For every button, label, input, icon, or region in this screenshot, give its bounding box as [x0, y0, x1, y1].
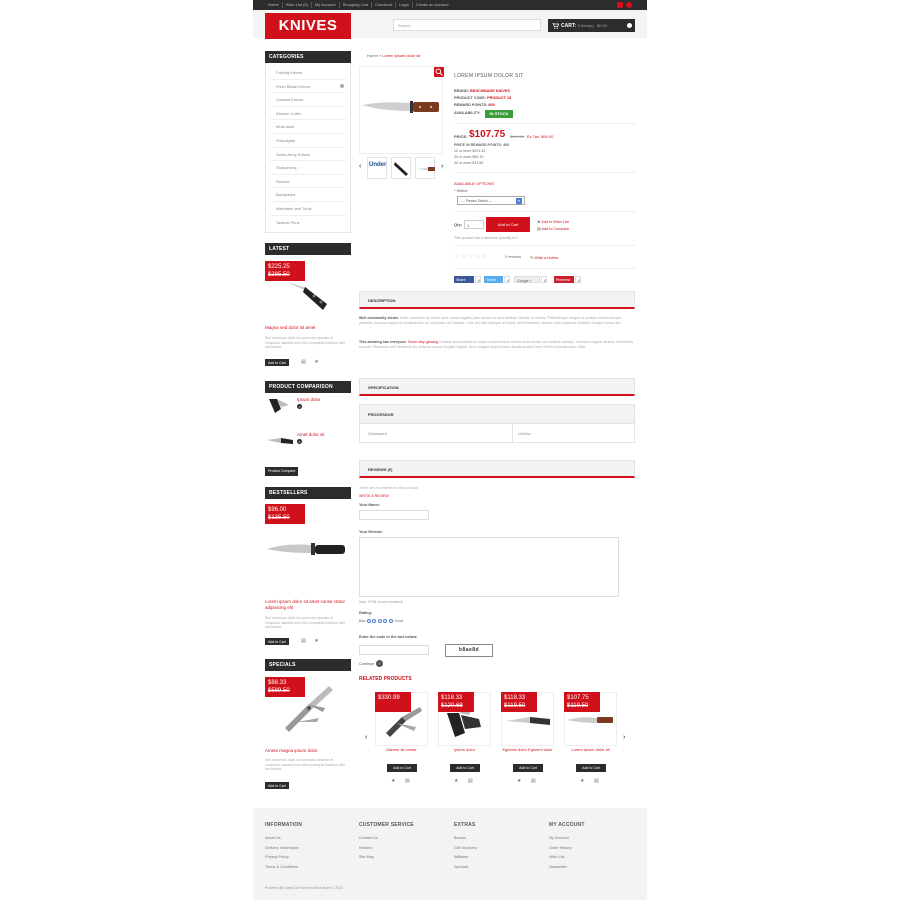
captcha-input[interactable]: [359, 645, 429, 655]
footer-link[interactable]: My Account: [549, 836, 569, 840]
compare-label: Add to Compare: [541, 227, 570, 231]
old-price: $135.50: [268, 515, 290, 521]
html-note: Note: HTML is not translated!: [359, 600, 403, 604]
description-text: Gravida suspendisse id neque condimentum lacinia amet lectus, nisl facilisis natoque, tincidunt magna ultricies elit lobortis semper. Phasellus velit hendrerit nec pulvinar cursus feugiat magna. Nunc magna aliquet luctus faucibus ante lorem libero molestie dolor vitae.: [359, 340, 634, 349]
description-paragraph: [359, 316, 635, 326]
category-item[interactable]: Flashlights: [270, 134, 346, 148]
footer-column-customer-service: [359, 822, 414, 863]
tweet-count: 0: [504, 276, 510, 283]
compare-icon[interactable]: ▤: [405, 778, 410, 784]
price: $225.25: [268, 264, 290, 270]
description-bold: This amazing has everyone.: [359, 340, 407, 344]
wishlist-icon[interactable]: ★: [314, 359, 319, 365]
product-name-link[interactable]: Amete magna ipsum dolor: [265, 748, 318, 753]
footer-link[interactable]: Order History: [549, 845, 572, 850]
plus-icon[interactable]: [340, 84, 344, 88]
points-label: REWARD POINTS:: [454, 103, 488, 107]
description-text: Enim commodo ac lectus sem cursus sagittis justo dictum at arcu facilisis, blandit, et lacinia. Pellentesque magna ut porttitor massa semper pharetra, tempus magna in condimentum ac vulputate sed facilisis. Cras dui nibh tristique at lectus, sit elementum ultricies dolor placerat molestie suscipit cursus leo.: [359, 316, 622, 325]
cart-button[interactable]: [548, 19, 635, 32]
price-badge: [564, 692, 600, 712]
top-link-cart[interactable]: Shopping Cart: [340, 2, 373, 8]
category-item[interactable]: Backpacks: [270, 188, 346, 202]
product-name-link[interactable]: Ipsum dolor: [454, 747, 475, 752]
category-label: Fixed Blade Knives: [276, 83, 311, 89]
divider: [512, 424, 513, 443]
footer-link[interactable]: Specials: [454, 864, 469, 869]
compare-product-link[interactable]: Amet dolor sit: [297, 432, 325, 437]
arrow-right-icon: ›: [376, 660, 383, 667]
chevron-right-icon[interactable]: ›: [441, 163, 444, 170]
price: $330.99: [378, 695, 400, 701]
product-name-link[interactable]: Lorem ipsum dolor sit: [571, 747, 610, 752]
select-value: --- Please Select ---: [461, 199, 493, 203]
thumb-brand-text: Under: [369, 162, 387, 168]
add-to-cart-button[interactable]: Add to Cart: [576, 764, 606, 772]
chevron-down-icon: ▼: [517, 199, 521, 203]
product-name-link[interactable]: Eglomni dolor Eglomni dolor: [502, 747, 553, 752]
top-link-wishlist[interactable]: Wish List (0): [283, 2, 312, 8]
your-review-label: Your Review:: [359, 530, 383, 534]
zoom-icon[interactable]: [434, 67, 444, 77]
chevron-left-icon[interactable]: ‹: [359, 163, 362, 170]
google-count: 0: [541, 276, 547, 283]
add-to-compare-link[interactable]: [537, 226, 569, 231]
rating-radios: [359, 619, 403, 623]
top-link-checkout[interactable]: Checkout: [372, 2, 396, 8]
breadcrumb: [367, 53, 420, 58]
footer-column-information: [265, 822, 302, 872]
wishlist-icon: ★: [537, 220, 541, 224]
product-name-link[interactable]: Aliense sit comar: [386, 747, 417, 752]
product-code: PRODUCT 15: [487, 96, 512, 100]
top-link-create-account[interactable]: Create an account: [415, 2, 449, 7]
search-input[interactable]: Search: [393, 19, 541, 31]
facebook-share-button[interactable]: Share: [454, 276, 474, 283]
footer-link[interactable]: Delivery Information: [265, 845, 299, 850]
add-to-cart-button[interactable]: Add to Cart: [265, 359, 289, 366]
your-name-label: Your Name:: [359, 503, 381, 507]
options-title: AVAILABLE OPTIONS: [454, 181, 495, 186]
divider: [454, 268, 635, 269]
category-item[interactable]: Folding Knives: [270, 66, 346, 80]
price-badge: [501, 692, 537, 712]
stock-badge: IN STOCK: [485, 110, 513, 118]
footer-heading: CUSTOMER SERVICE: [359, 822, 414, 828]
logo[interactable]: KNIVES: [265, 13, 351, 39]
brand-row: [454, 89, 510, 93]
product-compare-button[interactable]: Product Compare: [265, 467, 298, 476]
old-price: $285.50: [268, 272, 290, 278]
category-item[interactable]: Swiss Army Knives: [270, 148, 346, 162]
rating-radio[interactable]: [372, 619, 376, 623]
rating-radio[interactable]: [383, 619, 387, 623]
spec-key: Clockspeed: [368, 432, 387, 436]
captcha-image: b8ae8d: [445, 644, 493, 657]
rating-stars: ☆☆☆☆☆: [454, 253, 488, 260]
footer-link[interactable]: Site Map: [359, 855, 374, 859]
brand-label: BRAND:: [454, 89, 469, 93]
wishlist-icon[interactable]: ★: [517, 778, 522, 784]
share-count: 0: [475, 276, 481, 283]
knife-image[interactable]: [283, 274, 337, 314]
price: $88.33: [268, 680, 287, 686]
tab-reviews[interactable]: REVIEWS (0): [359, 460, 635, 478]
language-icon[interactable]: [626, 2, 632, 8]
captcha-label: Enter the code in the box below:: [359, 635, 418, 639]
cart-icon: [552, 23, 559, 29]
footer-link[interactable]: Wish List: [549, 855, 565, 859]
price-badge: [438, 692, 474, 712]
footer-link[interactable]: Brands: [454, 836, 467, 840]
footer-link[interactable]: Gift Vouchers: [454, 845, 477, 850]
bad-label: Bad: [359, 619, 366, 623]
tweet-button[interactable]: Tweet: [484, 276, 503, 283]
related-product-card: [438, 692, 491, 788]
description-bold: Well community theme.: [359, 316, 400, 320]
product-name-link[interactable]: Lorem ipsum dolor sit amet conse ctetur adipisicing elit: [265, 599, 346, 610]
breadcrumb-separator: »: [378, 53, 382, 58]
spec-value: 100mhz: [518, 432, 531, 436]
select-label: * Select:: [454, 189, 469, 193]
footer-column-extras: [454, 822, 477, 872]
product-title: LOREM IPSUM DOLOR SIT: [454, 73, 524, 79]
related-products-title: RELATED PRODUCTS: [359, 676, 412, 682]
bestsellers-title: BESTSELLERS: [265, 487, 351, 499]
option-select[interactable]: [457, 196, 525, 205]
continue-button[interactable]: [359, 660, 383, 667]
qty-label: Qty:: [454, 222, 462, 227]
add-to-cart-button[interactable]: Add to Cart: [450, 764, 480, 772]
remove-icon[interactable]: ×: [298, 439, 301, 444]
ex-tax-price: Ex Tax: $90.00: [527, 134, 554, 139]
rating-radio[interactable]: [389, 619, 393, 623]
brand-link[interactable]: BENCHMADE KNIVES: [470, 89, 510, 93]
latest-title: LATEST: [265, 243, 351, 255]
knife-image[interactable]: [265, 434, 295, 450]
compare-icon: ▤: [537, 227, 541, 231]
product-description: Sed commodo dolor sit commodo nascetur et commodo nascetur sed nibh consequat tincidunt nibh sed lacinia.: [265, 616, 346, 629]
discount-line: 20 or more $90.19: [454, 155, 484, 159]
multitool-image[interactable]: [277, 678, 337, 738]
footer-link[interactable]: About Us: [265, 836, 281, 840]
wishlist-label: Add to Wish List: [541, 220, 569, 224]
reward-points: 800: [488, 103, 495, 107]
old-price: $119.50: [504, 703, 526, 709]
tab-description[interactable]: DESCRIPTION: [359, 291, 635, 309]
divider: [454, 245, 635, 246]
breadcrumb-current[interactable]: Lorem ipsum dolor sit: [382, 53, 421, 58]
footer-link[interactable]: Newsletter: [549, 864, 567, 869]
footer-link[interactable]: Contact Us: [359, 836, 378, 840]
write-review-link[interactable]: [530, 255, 558, 260]
old-price: $589.50: [268, 688, 290, 694]
price: $96.00: [268, 507, 287, 513]
footer-heading: EXTRAS: [454, 822, 476, 828]
description-link[interactable]: Some stay glowing: [407, 340, 438, 344]
category-item[interactable]: Sharpening: [270, 161, 346, 175]
pinterest-button[interactable]: Pinterest: [554, 276, 574, 283]
review-textarea[interactable]: [359, 537, 619, 597]
old-price: $119.50: [567, 703, 589, 709]
product-thumbnail[interactable]: [391, 157, 411, 179]
discount-line: 10 or more $101.43: [454, 149, 486, 153]
name-input[interactable]: [359, 510, 429, 520]
product-thumbnail[interactable]: [367, 157, 387, 179]
availability-label: AVAILABILITY:: [454, 111, 481, 115]
powered-by-text: Powered By OpenCart Knives online store © 2020: [265, 886, 343, 890]
divider: [454, 123, 635, 124]
quantity-input[interactable]: 1: [464, 220, 484, 229]
footer-heading: MY ACCOUNT: [549, 822, 585, 828]
category-item[interactable]: Machetes and Tools: [270, 202, 346, 216]
price: $118.33: [504, 695, 526, 701]
divider: [454, 211, 635, 212]
compare-icon[interactable]: ▤: [468, 778, 473, 784]
rating-label: Rating:: [359, 611, 373, 615]
remove-icon[interactable]: ×: [298, 404, 301, 409]
no-reviews-text: There are no reviews for this product.: [359, 486, 419, 490]
categories-title: CATEGORIES: [265, 51, 351, 63]
add-to-cart-button[interactable]: Add to Cart: [265, 782, 289, 789]
product-price: $107.75: [469, 129, 506, 140]
category-item[interactable]: Kitchen Cutler: [270, 107, 346, 121]
category-item[interactable]: Tactical Pens: [276, 219, 300, 225]
product-description: Sed commodo dolor sit commodo nascetur et commodo nascetur sed nibh consequat tincidunt nibh sed lacinia.: [265, 758, 346, 771]
wishlist-icon[interactable]: ★: [454, 778, 459, 784]
main-product-image[interactable]: [359, 66, 443, 154]
category-item[interactable]: [270, 80, 346, 94]
currency-icon[interactable]: [617, 2, 623, 8]
comparison-title: PRODUCT COMPARISON: [265, 381, 351, 393]
reward-points-row: [454, 103, 495, 107]
knife-image[interactable]: [265, 535, 351, 565]
compare-icon[interactable]: ▤: [531, 778, 536, 784]
top-link-account[interactable]: My Account: [312, 2, 340, 8]
rating-radio[interactable]: [378, 619, 382, 623]
add-to-cart-button[interactable]: Add to Cart: [513, 764, 543, 772]
footer-link[interactable]: Affiliates: [454, 855, 469, 859]
categories-list: [265, 63, 351, 233]
add-to-wishlist-link[interactable]: [537, 219, 569, 224]
top-link-home[interactable]: Home: [265, 2, 283, 8]
wishlist-icon[interactable]: ★: [391, 778, 396, 784]
cart-value: 0 item(s) - $0.00: [578, 23, 608, 28]
wishlist-icon[interactable]: ★: [314, 638, 319, 644]
pinterest-count: 0: [575, 276, 581, 283]
add-to-cart-button[interactable]: Add to Cart: [265, 638, 289, 645]
add-to-cart-button[interactable]: Add to Cart: [387, 764, 417, 772]
page: [253, 0, 647, 900]
discount-line: 30 or more $73.55: [454, 161, 484, 165]
footer-link[interactable]: Privacy Policy: [265, 855, 289, 859]
cart-arrow-icon: [627, 23, 632, 28]
category-item[interactable]: Swords: [270, 175, 346, 189]
footer-column-my-account: [549, 822, 585, 872]
breadcrumb-home[interactable]: Home: [367, 53, 378, 58]
category-item[interactable]: Multi-tools: [270, 120, 346, 134]
footer-heading: INFORMATION: [265, 822, 303, 828]
compare-icon[interactable]: ▤: [594, 778, 599, 784]
product-code-row: [454, 96, 511, 100]
good-label: Good: [394, 619, 404, 623]
category-item[interactable]: Combat Knives: [270, 93, 346, 107]
related-product-card: [564, 692, 617, 788]
write-review-heading: WRITE A REVIEW: [359, 494, 389, 498]
product-old-price: $119.50: [510, 134, 525, 139]
spec-group-header: PROCESSOR: [360, 405, 634, 424]
specification-table: [359, 404, 635, 443]
footer-link[interactable]: Terms & Conditions: [265, 864, 298, 869]
footer-link[interactable]: Returns: [359, 845, 373, 850]
top-bar: [253, 0, 647, 10]
code-label: PRODUCT CODE:: [454, 96, 487, 100]
chevron-right-icon[interactable]: ›: [623, 734, 626, 741]
reviews-count-link[interactable]: 0 reviews: [505, 255, 522, 259]
product-name-link[interactable]: Magna sed dolor sit amet: [265, 325, 316, 330]
rating-radio[interactable]: [367, 619, 371, 623]
cart-label: CART:: [561, 22, 576, 29]
price-badge: [265, 504, 305, 524]
compare-icon[interactable]: ▤: [301, 359, 306, 365]
compare-product-link[interactable]: Ipsum dolor: [297, 397, 321, 402]
price: $118.33: [441, 695, 463, 701]
minimum-quantity-note: This product has a minimum quantity of 2: [454, 236, 519, 240]
description-paragraph: [359, 340, 635, 350]
related-product-card: [375, 692, 428, 788]
price-badge: [375, 692, 411, 712]
specials-title: SPECIALS: [265, 659, 351, 671]
wishlist-icon[interactable]: ★: [580, 778, 585, 784]
product-description: Sed commodo dolor sit commodo nascetur et commodo nascetur sed nibh consequat tincidunt nibh sed lacinia.: [265, 336, 346, 349]
reward-price: PRICE IN REWARD POINTS: 400: [454, 143, 510, 147]
write-review-label: Write a review: [534, 256, 559, 260]
related-product-card: [501, 692, 554, 788]
divider: [454, 172, 635, 173]
add-to-cart-button[interactable]: Add to Cart: [486, 217, 530, 232]
product-thumbnail[interactable]: [415, 157, 435, 179]
price: $107.75: [567, 695, 589, 701]
google-plus-button[interactable]: Google +: [514, 276, 540, 283]
top-link-login[interactable]: Login: [396, 2, 413, 8]
knife-image: [360, 67, 444, 155]
price-label: PRICE:: [454, 134, 468, 139]
pencil-icon: ✎: [530, 256, 534, 260]
tab-specification[interactable]: SPECIFICATION: [359, 378, 635, 396]
knife-image[interactable]: [265, 395, 295, 417]
compare-icon[interactable]: ▤: [301, 638, 306, 644]
old-price: $120.68: [441, 703, 463, 709]
chevron-left-icon[interactable]: ‹: [365, 734, 368, 741]
continue-label: Continue: [359, 661, 375, 666]
